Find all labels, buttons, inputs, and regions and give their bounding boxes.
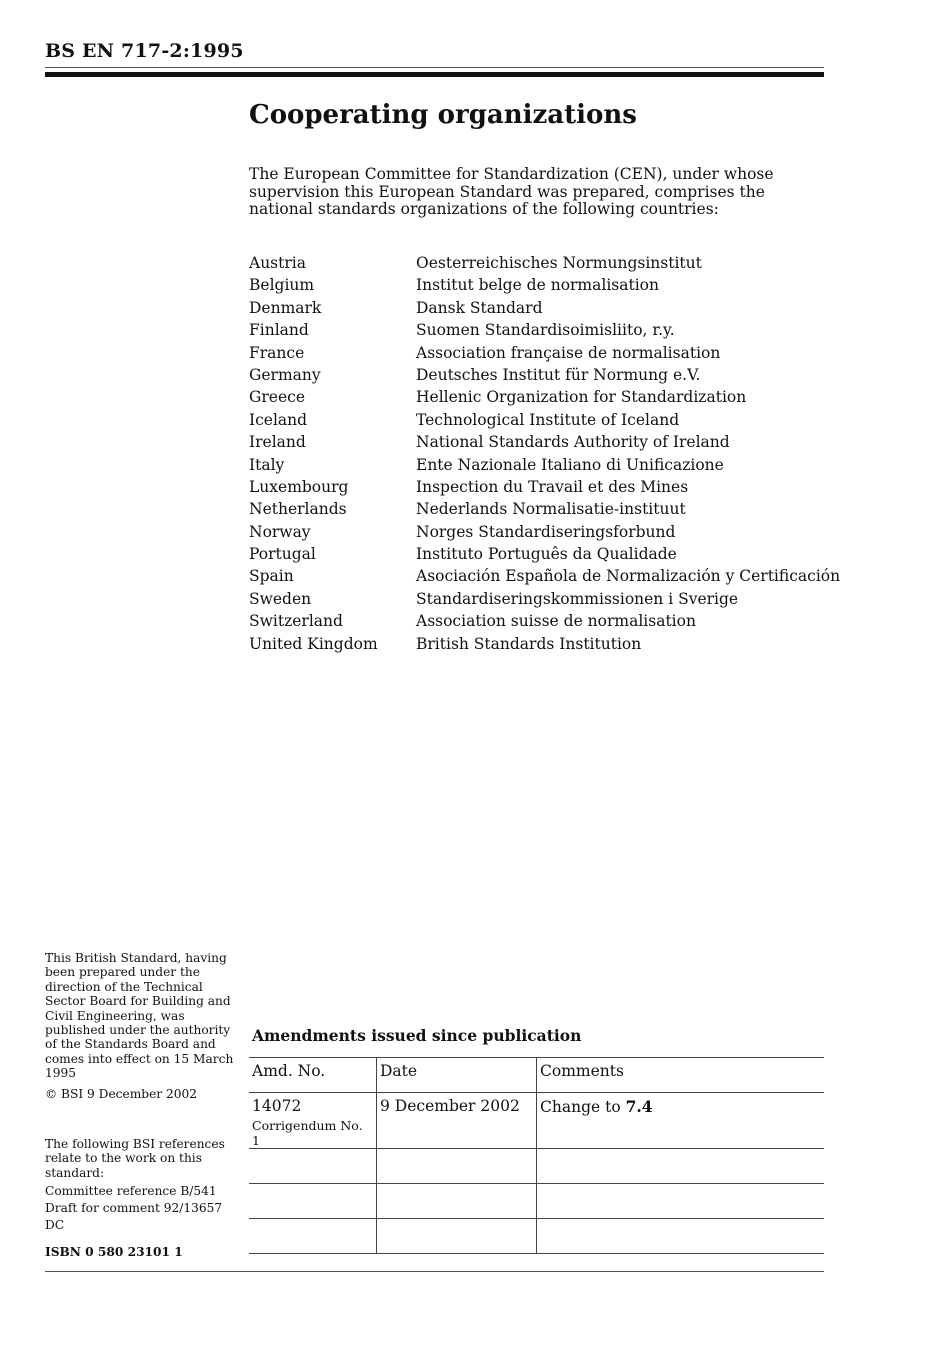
amd-number: 14072 (252, 1097, 302, 1115)
organization-row (249, 410, 829, 432)
table-row (249, 1093, 824, 1149)
organization-country: Sweden (249, 589, 312, 608)
corrigendum-label: Corrigendum No. 1 (252, 1118, 363, 1148)
organization-row (249, 365, 829, 387)
amd-comment-cell (537, 1093, 825, 1149)
empty-cell (377, 1149, 537, 1184)
organization-country: Belgium (249, 276, 315, 295)
amendments-table (249, 1057, 824, 1254)
organization-country: Denmark (249, 298, 322, 317)
comment-text: Change to (540, 1098, 626, 1116)
intro-paragraph: The European Committee for Standardization (CEN), under whose supervision this European Standard was prepared, comprises the national standards organizations of the following countries: (249, 165, 774, 218)
organization-country: Netherlands (249, 500, 347, 519)
organization-name: British Standards Institution (416, 634, 642, 653)
organization-country: Austria (249, 254, 306, 272)
organization-name: Suomen Standardisoimisliito, r.y. (416, 321, 675, 340)
organization-row (249, 477, 829, 499)
empty-cell (249, 1184, 377, 1219)
organization-name: Instituto Português da Qualidade (416, 545, 677, 564)
amendments-heading: Amendments issued since publication (252, 1026, 582, 1045)
organization-name: Deutsches Institut für Normung e.V. (416, 365, 701, 384)
organization-name: Dansk Standard (416, 298, 543, 317)
organization-country: Finland (249, 321, 309, 340)
organization-row (249, 499, 829, 521)
organization-row (249, 387, 829, 409)
header-rule-thin (45, 67, 824, 68)
column-header-amd-no: Amd. No. (249, 1058, 377, 1093)
organization-name: Hellenic Organization for Standardization (416, 388, 747, 407)
amd-no-cell (249, 1093, 377, 1149)
organization-country: Luxembourg (249, 477, 349, 496)
organization-row (249, 566, 841, 588)
organization-row (249, 611, 829, 633)
organization-row (249, 320, 829, 342)
organization-name: Technological Institute of Iceland (416, 410, 680, 429)
organization-row (249, 634, 829, 656)
empty-cell (537, 1219, 825, 1254)
empty-cell (249, 1219, 377, 1254)
standard-number: BS EN 717-2:1995 (45, 40, 244, 62)
organization-name: Inspection du Travail et des Mines (416, 477, 689, 496)
organization-row (249, 589, 829, 611)
empty-cell (537, 1184, 825, 1219)
footer-rule (45, 1271, 824, 1272)
bsi-references-note: The following BSI references relate to the work on this standard: (45, 1137, 225, 1180)
organization-row (249, 432, 829, 454)
organization-country: Spain (249, 567, 294, 586)
organization-name: Nederlands Normalisatie-instituut (416, 500, 686, 519)
organization-country: Germany (249, 365, 321, 384)
page-title: Cooperating organizations (249, 100, 637, 130)
amd-date-cell: 9 December 2002 (377, 1093, 537, 1149)
organization-name: Ente Nazionale Italiano di Unificazione (416, 455, 724, 474)
empty-cell (377, 1219, 537, 1254)
organization-country: Iceland (249, 410, 308, 429)
organization-country: Norway (249, 522, 311, 541)
empty-cell (537, 1149, 825, 1184)
empty-cell (377, 1184, 537, 1219)
organization-row (249, 544, 829, 566)
organization-name: Institut belge de normalisation (416, 276, 659, 295)
organization-row (249, 343, 829, 365)
organization-country: Greece (249, 388, 305, 407)
organization-row (249, 455, 829, 477)
approval-note: This British Standard, having been prepared under the direction of the Technical Sector Board for Building and Civil Engineering, was published under the authority of the Standards Board and comes into effect on 15 March 1995 (45, 951, 234, 1081)
column-header-date: Date (377, 1058, 537, 1093)
organization-country: United Kingdom (249, 634, 378, 653)
draft-reference: Draft for comment 92/13657 DC (45, 1201, 223, 1232)
organization-row (249, 275, 829, 297)
organization-name: Standardiseringskommissionen i Sverige (416, 589, 739, 608)
column-header-comments: Comments (537, 1058, 825, 1093)
organization-row (249, 298, 829, 320)
empty-cell (249, 1149, 377, 1184)
organization-name: National Standards Authority of Ireland (416, 433, 730, 452)
organization-name: Norges Standardiseringsforbund (416, 522, 676, 541)
organization-country: Portugal (249, 545, 316, 564)
organization-list (249, 253, 841, 656)
organization-name: Asociación Española de Normalización y Certificación (416, 567, 841, 586)
organization-name: Oesterreichisches Normungsinstitut (416, 254, 702, 272)
table-row-empty (249, 1184, 824, 1219)
organization-row (249, 253, 829, 275)
organization-name: Association française de normalisation (416, 343, 721, 362)
organization-country: Switzerland (249, 612, 343, 631)
organization-country: Ireland (249, 433, 306, 452)
committee-reference: Committee reference B/541 (45, 1184, 217, 1198)
organization-row (249, 522, 829, 544)
table-row-empty (249, 1219, 824, 1254)
header-rule-thick (45, 72, 824, 77)
organization-country: Italy (249, 455, 285, 474)
isbn: ISBN 0 580 23101 1 (45, 1245, 183, 1259)
clause-reference: 7.4 (625, 1097, 653, 1116)
copyright-note: © BSI 9 December 2002 (45, 1087, 197, 1101)
organization-name: Association suisse de normalisation (416, 612, 696, 631)
organization-country: France (249, 343, 305, 362)
amendments-header-row (249, 1058, 824, 1093)
table-row-empty (249, 1149, 824, 1184)
